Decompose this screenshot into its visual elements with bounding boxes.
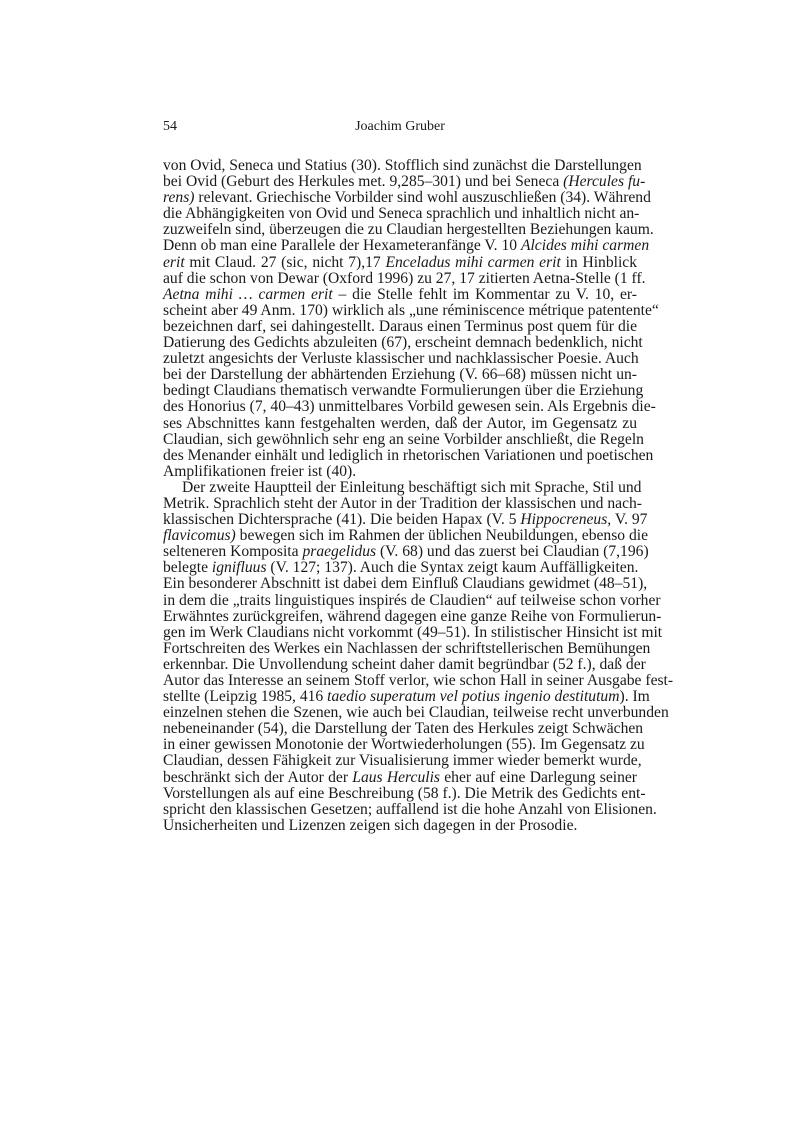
- text-span: ses Abschnittes kann festgehalten werden, daß der Autor, im Gegensatz zu: [163, 414, 637, 432]
- text-line: [163, 818, 637, 834]
- text-span: die Abhängigkeiten von Ovid und Seneca sprachlich und inhaltlich nicht an-: [163, 205, 640, 223]
- text-line: [163, 639, 651, 657]
- text-span: des Honorius (7, 40–43) unmittelbares Vorbild gewesen sein. Als Ergebnis die-: [163, 398, 656, 416]
- text-line: [163, 367, 637, 383]
- text-span: selteneren Komposita: [163, 543, 303, 561]
- running-head: Joachim Gruber: [355, 119, 445, 134]
- text-span: (V. 127; 137). Auch die Syntax zeigt kaum Auffälligkeiten.: [266, 559, 639, 577]
- text-line: [163, 221, 654, 239]
- text-line: [163, 173, 646, 191]
- text-line: [163, 287, 637, 303]
- text-span: Vorstellungen als auf eine Beschreibung (58 f.). Die Metrik des Gedichts ent-: [163, 784, 646, 802]
- text-line: [163, 157, 642, 174]
- italic-text: (Hercules fu-: [563, 173, 646, 191]
- italic-text: praegelidus: [302, 543, 377, 561]
- text-span: ). Im: [619, 688, 650, 706]
- text-line: [163, 255, 637, 271]
- text-span: Datierung des Gedichts abzuleiten (67), erscheint demnach bedenklich, nicht: [163, 334, 643, 352]
- text-span: mit Claud. 27 (sic, nicht 7),17: [184, 253, 386, 271]
- text-span: Metrik. Sprachlich steht der Autor in der Tradition der klassischen und nach-: [163, 494, 642, 512]
- text-line: [163, 527, 649, 545]
- text-span: Claudian, dessen Fähigkeit zur Visualisierung immer wieder bemerkt wurde,: [163, 752, 642, 770]
- text-line: [163, 672, 674, 689]
- text-span: Erwähntes zurückgreifen, während dagegen eine ganze Reihe von Formulierun-: [163, 607, 662, 625]
- text-span: spricht den klassischen Gesetzen; auffallend ist die hohe Anzahl von Elisionen.: [163, 800, 657, 818]
- text-line: [163, 704, 669, 722]
- text-span: V. 97: [611, 511, 648, 529]
- text-line: [163, 478, 642, 496]
- text-span: des Menander einhält und lediglich in rhetorischen Variationen und poetischen: [163, 446, 654, 464]
- text-line: [163, 416, 637, 432]
- text-span: scheint aber 49 Anm. 170) wirklich als „une réminiscence métrique patentente“: [163, 301, 659, 319]
- text-span: (V. 68) und das zuerst bei Claudian (7,196): [376, 543, 649, 561]
- text-line: [163, 430, 644, 448]
- text-span: gen im Werk Claudians nicht vorkommt (49–51). In stilistischer Hinsicht ist mit: [163, 623, 663, 641]
- text-line: [163, 237, 650, 255]
- text-line: [163, 351, 637, 367]
- text-span: in einer gewissen Monotonie der Wortwiederholungen (55). Im Gegensatz zu: [163, 736, 645, 754]
- text-span: bei der Darstellung der abhärtenden Erziehung (V. 66–68) müssen nicht un-: [163, 366, 637, 384]
- text-span: in Hinblick: [560, 253, 638, 271]
- text-span: von Ovid, Seneca und Statius (30). Stofflich sind zunächst die Darstellungen: [163, 157, 642, 174]
- text-line: [163, 511, 648, 529]
- page-number: 54: [163, 119, 177, 134]
- text-line: [163, 464, 637, 480]
- text-span: Fortschreiten des Werkes ein Nachlassen der schriftstellerischen Bemühungen: [163, 639, 651, 657]
- text-span: bezeichnen darf, sei dahingestellt. Daraus einen Terminus post quem für die: [163, 317, 637, 335]
- text-span: relevant. Griechische Vorbilder sind wohl auszuschließen (34). Während: [194, 189, 651, 207]
- paragraph: [163, 157, 659, 480]
- text-span: nebeneinander (54), die Darstellung der Taten des Herkules zeigt Schwächen: [163, 720, 644, 738]
- italic-text: Enceladus mihi carmen erit: [385, 253, 561, 271]
- paragraph: [163, 478, 674, 834]
- text-span: belegte: [163, 559, 212, 577]
- text-span: in dem die „traits linguistiques inspirés de Claudien“ auf teilweise schon vorher: [163, 591, 661, 609]
- text-span: Autor das Interesse an seinem Stoff verlor, wie schon Hall in seiner Ausgabe fest-: [163, 672, 674, 689]
- text-span: einzelnen stehen die Szenen, wie auch bei Claudian, teilweise recht unverbunden: [163, 704, 669, 722]
- text-span: Claudian, sich gewöhnlich sehr eng an seine Vorbilder anschließt, die Regeln: [163, 430, 644, 448]
- text-line: [163, 189, 651, 207]
- text-line: [163, 784, 646, 802]
- text-span: Denn ob man eine Parallele der Hexameteranfänge V. 10: [163, 237, 521, 255]
- text-line: [163, 736, 645, 754]
- text-span: Unsicherheiten und Lizenzen zeigen sich dagegen in der Prosodie.: [163, 816, 578, 834]
- text-line: [163, 560, 637, 576]
- italic-text: ignifluus: [211, 559, 267, 577]
- text-line: [163, 301, 659, 319]
- text-line: [163, 591, 661, 609]
- text-line: [163, 382, 644, 400]
- text-line: [163, 752, 642, 770]
- text-span: Amplifikationen freier ist (40).: [163, 462, 357, 480]
- text-line: [163, 319, 637, 335]
- text-line: [163, 800, 657, 818]
- text-span: beschränkt sich der Autor der: [163, 768, 353, 786]
- italic-text: taedio superatum vel potius ingenio destitutum: [327, 688, 620, 706]
- italic-text: Alcides mihi carmen: [520, 237, 650, 255]
- text-span: Der zweite Hauptteil der Einleitung beschäftigt sich mit Sprache, Stil und: [182, 478, 642, 496]
- text-span: auf die schon von Dewar (Oxford 1996) zu 27, 17 zitierten Aetna-Stelle (1 ff.: [163, 269, 646, 287]
- text-line: [163, 398, 656, 416]
- text-span: zuzweifeln sind, überzeugen die zu Claudian hergestellten Beziehungen kaum.: [163, 221, 654, 239]
- text-line: [163, 607, 662, 625]
- text-span: bewegen sich im Rahmen der üblichen Neubildungen, ebenso die: [235, 527, 649, 545]
- text-line: [163, 269, 646, 287]
- text-span: eher auf eine Darlegung seiner: [439, 768, 638, 786]
- text-line: [163, 334, 643, 352]
- text-span: zuletzt angesichts der Verluste klassischer und nachklassischer Poesie. Auch: [163, 350, 639, 368]
- text-line: [163, 623, 663, 641]
- text-line: [163, 688, 650, 706]
- text-line: [163, 655, 646, 673]
- text-span: erkennbar. Die Unvollendung scheint daher damit begründbar (52 f.), daß der: [163, 655, 646, 673]
- italic-text: Hippocreneus,: [520, 511, 612, 529]
- text-line: [163, 720, 644, 738]
- text-span: Ein besonderer Abschnitt ist dabei dem Einfluß Claudians gewidmet (48–51),: [163, 575, 648, 593]
- italic-text: Aetna mihi … carmen erit: [163, 285, 333, 303]
- text-span: klassischen Dichtersprache (41). Die beiden Hapax (V. 5: [163, 511, 521, 529]
- italic-text: Laus Herculis: [352, 768, 440, 786]
- text-line: [163, 205, 640, 223]
- italic-text: rens): [163, 189, 195, 207]
- text-line: [163, 770, 637, 786]
- italic-text: flavicomus): [163, 527, 236, 545]
- body-text: [163, 157, 674, 834]
- text-span: – die Stelle fehlt im Kommentar zu V. 10, er-: [332, 285, 637, 303]
- text-span: stellte (Leipzig 1985, 416: [163, 688, 328, 706]
- text-line: [163, 494, 642, 512]
- text-span: bedingt Claudians thematisch verwandte Formulierungen über die Erziehung: [163, 382, 644, 400]
- text-span: bei Ovid (Geburt des Herkules met. 9,285–301) und bei Seneca: [163, 173, 564, 191]
- text-line: [163, 575, 648, 593]
- text-line: [163, 446, 654, 464]
- italic-text: erit: [163, 253, 185, 271]
- text-line: [163, 543, 649, 561]
